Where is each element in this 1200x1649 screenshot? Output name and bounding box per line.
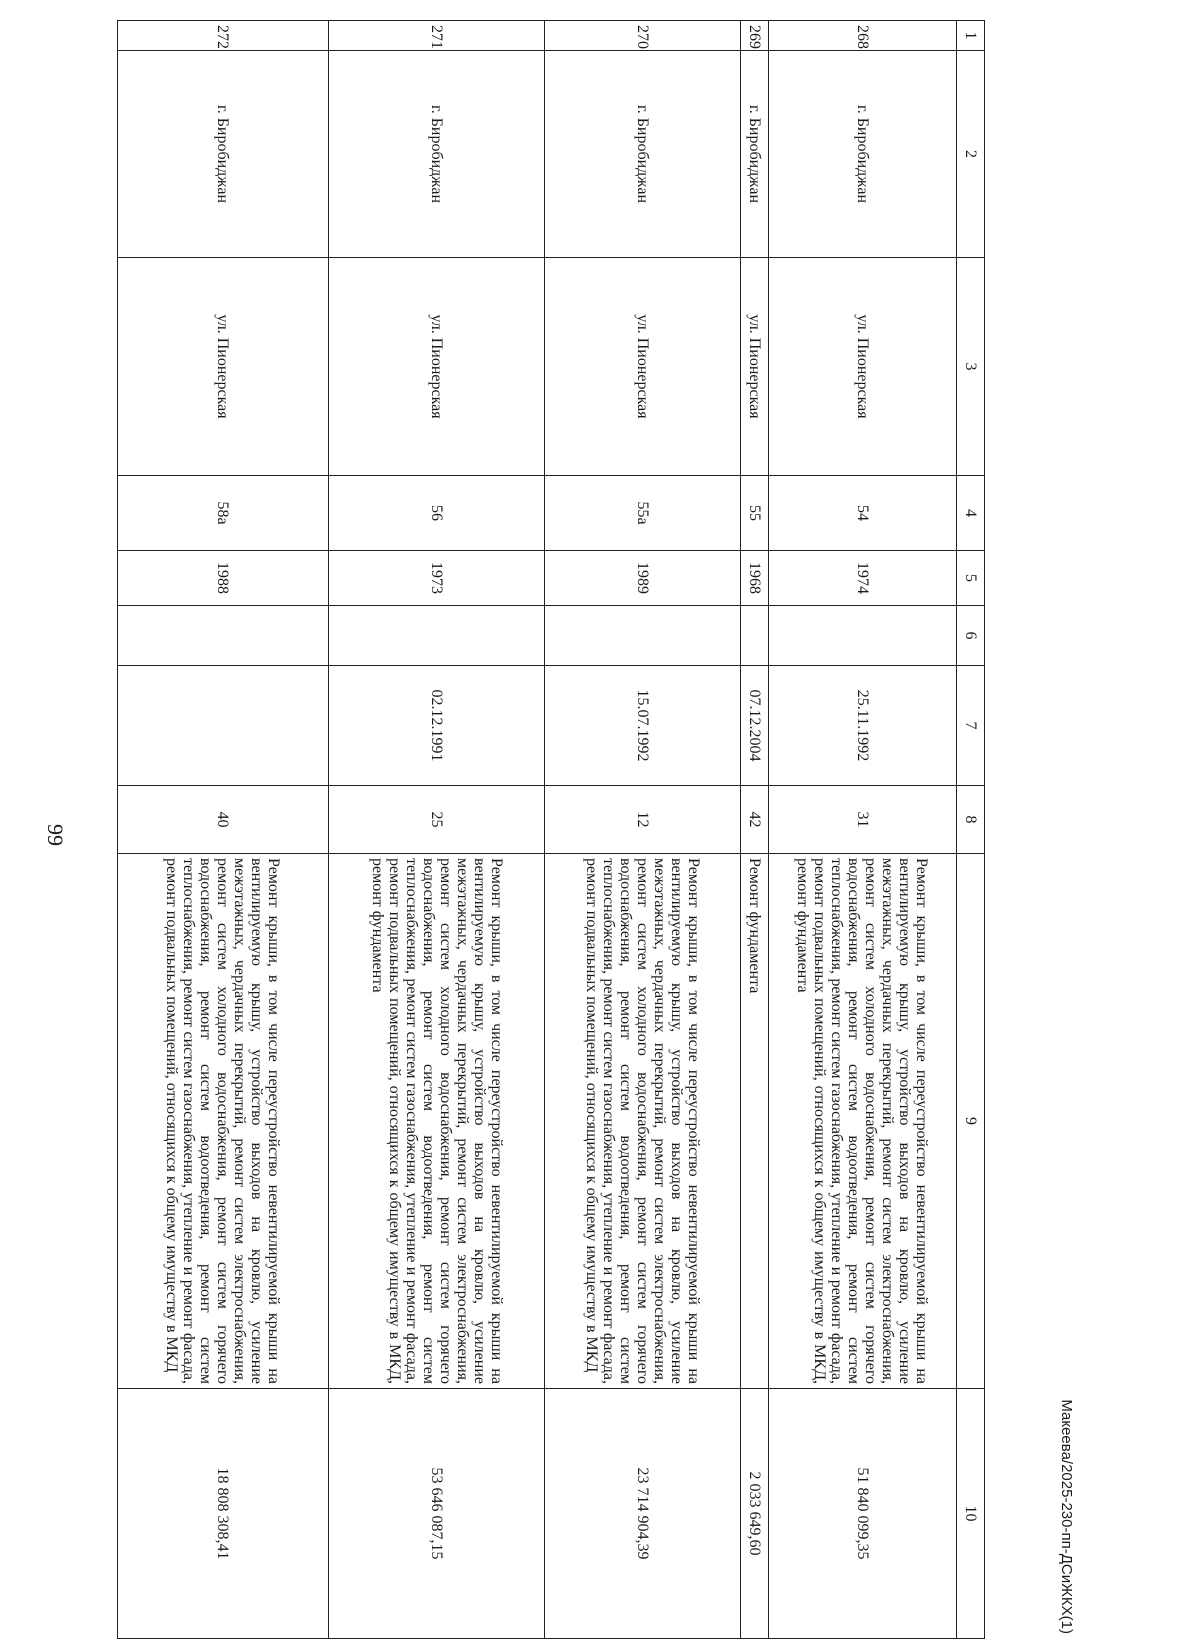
cost-cell: 53 646 087,15 xyxy=(328,1389,544,1639)
street-cell: ул. Пионерская xyxy=(545,258,740,476)
street-cell: ул. Пионерская xyxy=(328,258,544,476)
table-row xyxy=(118,21,329,1639)
year-cell: 1989 xyxy=(545,551,740,606)
cost-cell: 18 808 308,41 xyxy=(118,1389,329,1639)
row-number: 269 xyxy=(740,21,768,51)
column6-cell xyxy=(768,606,957,666)
house-cell: 58а xyxy=(118,476,329,551)
table-row xyxy=(545,21,740,1639)
table-row xyxy=(740,21,768,1639)
city-cell: г. Биробиджан xyxy=(768,51,957,258)
year-cell: 1968 xyxy=(740,551,768,606)
rotated-page xyxy=(43,20,1075,1638)
year-cell: 1974 xyxy=(768,551,957,606)
cost-cell: 51 840 099,35 xyxy=(768,1389,957,1639)
column-number: 10 xyxy=(957,1389,985,1639)
column6-cell xyxy=(545,606,740,666)
column6-cell xyxy=(118,606,329,666)
table-row xyxy=(328,21,544,1639)
city-cell: г. Биробиджан xyxy=(545,51,740,258)
table-row xyxy=(768,21,957,1639)
date-cell xyxy=(118,666,329,786)
column6-cell xyxy=(740,606,768,666)
date-cell: 25.11.1992 xyxy=(768,666,957,786)
house-cell: 55 xyxy=(740,476,768,551)
column-number: 7 xyxy=(957,666,985,786)
row-number: 268 xyxy=(768,21,957,51)
page-number: 99 xyxy=(43,824,68,846)
footer-reference: Макеева/2025-230-пп-ДСиЖКХ(1) xyxy=(1058,1399,1075,1634)
year-cell: 1988 xyxy=(118,551,329,606)
row-number: 271 xyxy=(328,21,544,51)
works-cell: Ремонт крыши, в том числе переустройство невентилируемой крыши на вентилируемую крышу, устройство выходов на кровлю, усиление межэтажных, чердачных перекрытий, ремонт систем электроснабжения, ремонт систем холодного водоснабжения, ремонт систем горячего водоснабжения, ремонт систем водоотведения, ремонт систем теплоснабжения, ремонт систем газоснабжения, утепление и ремонт фасада, ремонт подвальных помещений, относящихся к общему имуществу в МКД xyxy=(545,854,740,1389)
year-cell: 1973 xyxy=(328,551,544,606)
column6-cell xyxy=(328,606,544,666)
column-number: 8 xyxy=(957,786,985,854)
works-table xyxy=(117,20,985,1639)
column-number: 9 xyxy=(957,854,985,1389)
column8-cell: 12 xyxy=(545,786,740,854)
column-number: 2 xyxy=(957,51,985,258)
date-cell: 07.12.2004 xyxy=(740,666,768,786)
row-number: 270 xyxy=(545,21,740,51)
works-cell: Ремонт фундамента xyxy=(740,854,768,1389)
date-cell: 02.12.1991 xyxy=(328,666,544,786)
column8-cell: 31 xyxy=(768,786,957,854)
column8-cell: 25 xyxy=(328,786,544,854)
works-cell: Ремонт крыши, в том числе переустройство невентилируемой крыши на вентилируемую крышу, устройство выходов на кровлю, усиление межэтажных, чердачных перекрытий, ремонт систем электроснабжения, ремонт систем холодного водоснабжения, ремонт систем горячего водоснабжения, ремонт систем водоотведения, ремонт систем теплоснабжения, ремонт систем газоснабжения, утепление и ремонт фасада, ремонт подвальных помещений, относящихся к общему имуществу в МКД, ремонт фундамента xyxy=(768,854,957,1389)
house-cell: 56 xyxy=(328,476,544,551)
works-cell: Ремонт крыши, в том числе переустройство невентилируемой крыши на вентилируемую крышу, устройство выходов на кровлю, усиление межэтажных, чердачных перекрытий, ремонт систем электроснабжения, ремонт систем холодного водоснабжения, ремонт систем горячего водоснабжения, ремонт систем водоотведения, ремонт систем теплоснабжения, ремонт систем газоснабжения, утепление и ремонт фасада, ремонт подвальных помещений, относящихся к общему имуществу в МКД xyxy=(118,854,329,1389)
house-cell: 55а xyxy=(545,476,740,551)
cost-cell: 23 714 904,39 xyxy=(545,1389,740,1639)
city-cell: г. Биробиджан xyxy=(740,51,768,258)
street-cell: ул. Пионерская xyxy=(768,258,957,476)
column8-cell: 40 xyxy=(118,786,329,854)
column-number: 1 xyxy=(957,21,985,51)
street-cell: ул. Пионерская xyxy=(740,258,768,476)
column-number: 5 xyxy=(957,551,985,606)
column-number: 4 xyxy=(957,476,985,551)
cost-cell: 2 033 649,60 xyxy=(740,1389,768,1639)
column-number: 6 xyxy=(957,606,985,666)
column-number: 3 xyxy=(957,258,985,476)
column-number-row xyxy=(957,21,985,1639)
city-cell: г. Биробиджан xyxy=(328,51,544,258)
column8-cell: 42 xyxy=(740,786,768,854)
street-cell: ул. Пионерская xyxy=(118,258,329,476)
city-cell: г. Биробиджан xyxy=(118,51,329,258)
works-cell: Ремонт крыши, в том числе переустройство невентилируемой крыши на вентилируемую крышу, устройство выходов на кровлю, усиление межэтажных, чердачных перекрытий, ремонт систем электроснабжения, ремонт систем холодного водоснабжения, ремонт систем горячего водоснабжения, ремонт систем водоотведения, ремонт систем теплоснабжения, ремонт систем газоснабжения, утепление и ремонт фасада, ремонт подвальных помещений, относящихся к общему имуществу в МКД, ремонт фундамента xyxy=(328,854,544,1389)
date-cell: 15.07.1992 xyxy=(545,666,740,786)
row-number: 272 xyxy=(118,21,329,51)
house-cell: 54 xyxy=(768,476,957,551)
